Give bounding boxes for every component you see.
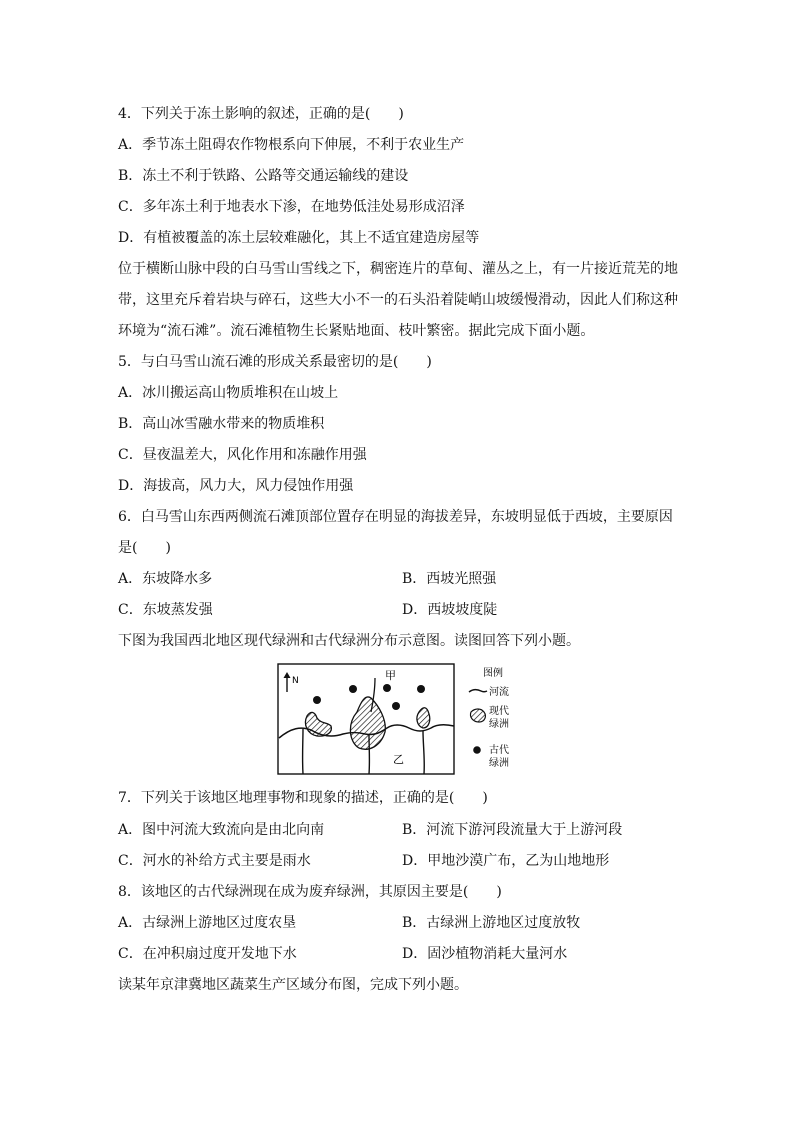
legend-ancient-label-1: 古代 [489,745,509,756]
q7-option-c: C．河水的补给方式主要是雨水 [118,853,311,869]
ancient-oasis-dot [417,685,425,693]
q6-stem-line2: 是( ) [118,540,171,556]
ancient-oasis-dot [313,696,321,704]
q6-option-c: C．东坡蒸发强 [118,602,213,618]
ancient-oasis-dot [383,684,391,692]
legend-river-label: 河流 [489,687,509,698]
q8-option-b: B．古绿洲上游地区过度放牧 [402,915,581,931]
q7-option-a: A．图中河流大致流向是由北向南 [118,822,325,838]
north-label: N [292,676,299,686]
legend-modern-label-2: 绿洲 [489,719,509,730]
q5-option-a: A．冰川搬运高山物质堆积在山坡上 [118,385,339,401]
q6-option-a: A．东坡降水多 [118,571,213,587]
legend-river-icon [469,690,487,692]
ancient-oasis-dot [349,685,357,693]
legend-title: 图例 [483,668,503,679]
passage1-line1: 位于横断山脉中段的白马雪山雪线之下，稠密连片的草甸、灌丛之上，有一片接近荒芜的地 [118,261,678,277]
q5-option-b: B．高山冰雪融水带来的物质堆积 [118,416,325,432]
passage2: 下图为我国西北地区现代绿洲和古代绿洲分布示意图。读图回答下列小题。 [118,633,580,649]
legend-ancient-label-2: 绿洲 [489,758,509,769]
q8-option-c: C．在冲积扇过度开发地下水 [118,946,297,962]
q6-option-d: D．西坡坡度陡 [402,602,498,618]
q7-option-b: B．河流下游河段流量大于上游河段 [402,822,623,838]
q7-stem: 7．下列关于该地区地理事物和现象的描述，正确的是( ) [118,790,488,806]
q5-option-d: D．海拔高，风力大，风力侵蚀作用强 [118,478,354,494]
place-label-yi: 乙 [393,753,404,766]
q8-option-d: D．固沙植物消耗大量河水 [402,946,568,962]
q4-option-b: B．冻土不利于铁路、公路等交通运输线的建设 [118,168,409,184]
q5-stem: 5．与白马雪山流石滩的形成关系最密切的是( ) [118,354,432,370]
legend-modern-oasis-icon [470,709,485,722]
oasis-map-figure [277,662,521,776]
legend-ancient-oasis-icon [473,746,481,754]
q6-stem-line1: 6．白马雪山东西两侧流石滩顶部位置存在明显的海拔差异，东坡明显低于西坡，主要原因 [118,509,673,525]
q7-option-d: D．甲地沙漠广布，乙为山地地形 [402,853,610,869]
q4-option-a: A．季节冻土阻碍农作物根系向下伸展，不利于农业生产 [118,137,465,153]
q5-option-c: C．昼夜温差大，风化作用和冻融作用强 [118,447,367,463]
q6-option-b: B．西坡光照强 [402,571,497,587]
q4-option-d: D．有植被覆盖的冻土层较难融化，其上不适宜建造房屋等 [118,230,480,246]
legend-modern-label-1: 现代 [489,706,509,717]
oasis-map [277,662,521,776]
q8-stem: 8．该地区的古代绿洲现在成为废弃绿洲，其原因主要是( ) [118,884,502,900]
q4-stem: 4．下列关于冻土影响的叙述，正确的是( ) [118,106,404,122]
passage3: 读某年京津冀地区蔬菜生产区域分布图，完成下列小题。 [118,977,468,993]
ancient-oasis-dot [392,702,400,710]
place-label-jia: 甲 [385,669,396,682]
q8-option-a: A．古绿洲上游地区过度农垦 [118,915,297,931]
passage1-line3: 环境为“流石滩”。流石滩植物生长紧贴地面、枝叶繁密。据此完成下面小题。 [118,323,595,339]
legend [469,666,509,769]
passage1-line2: 带，这里充斥着岩块与碎石，这些大小不一的石头沿着陡峭山坡缓慢滑动，因此人们称这种 [118,292,678,308]
q4-option-c: C．多年冻土利于地表水下渗，在地势低洼处易形成沼泽 [118,199,465,215]
